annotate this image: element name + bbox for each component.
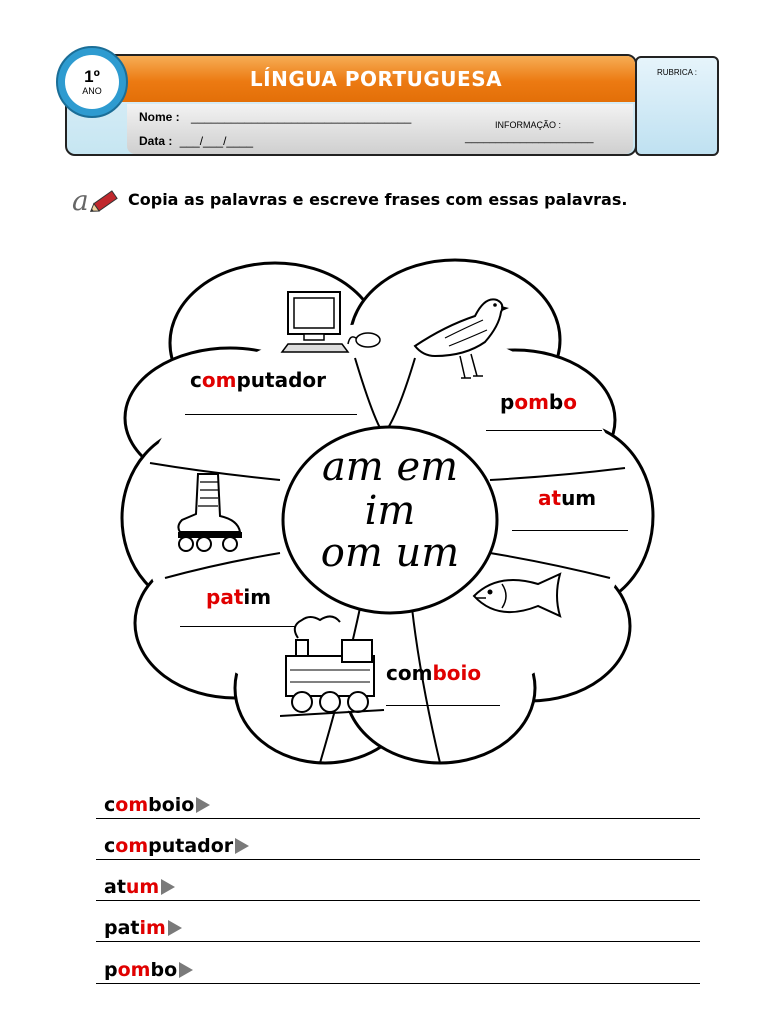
student-info-form <box>127 104 633 154</box>
list-word <box>104 876 175 898</box>
word-segment: putador <box>148 835 234 857</box>
word-segment: c <box>190 368 202 392</box>
arrow-right-icon <box>168 920 182 936</box>
grade-badge <box>56 46 128 118</box>
highlighted-syllable: um <box>125 876 160 898</box>
grade-number: 1º <box>84 67 100 86</box>
list-item[interactable] <box>96 833 700 860</box>
list-word <box>104 917 182 939</box>
name-field[interactable]: _________________________________ <box>191 110 412 124</box>
petal-word-pombo <box>500 390 577 414</box>
grade-badge-inner <box>65 55 119 109</box>
word-segment: im <box>243 585 272 609</box>
list-item[interactable] <box>96 957 700 984</box>
highlighted-syllable: boio <box>432 661 482 685</box>
highlighted-syllable: om <box>201 368 237 392</box>
arrow-right-icon <box>196 797 210 813</box>
petal-writing-line-computador[interactable] <box>185 414 357 415</box>
petal-writing-line-atum[interactable] <box>512 530 628 531</box>
highlighted-syllable: at <box>538 486 562 510</box>
subject-title: LÍNGUA PORTUGUESA <box>117 56 635 102</box>
word-segment: com <box>386 661 433 685</box>
info-field[interactable]: _____________________ <box>465 132 594 144</box>
highlighted-syllable: om <box>514 390 549 414</box>
list-item[interactable] <box>96 874 700 901</box>
word-segment: b <box>548 390 564 414</box>
list-item[interactable] <box>96 792 700 819</box>
petal-word-atum <box>538 486 596 510</box>
grade-label: ANO <box>82 86 102 96</box>
info-label: INFORMAÇÃO : <box>495 120 562 130</box>
name-row <box>139 110 411 124</box>
svg-text:a: a <box>72 184 89 214</box>
petal-writing-line-comboio[interactable] <box>386 705 500 706</box>
word-segment: c <box>104 835 116 857</box>
word-segment: bo <box>150 959 178 981</box>
highlighted-syllable: im <box>139 917 166 939</box>
date-row <box>139 134 253 148</box>
arrow-right-icon <box>235 838 249 854</box>
word-segment: c <box>104 794 116 816</box>
list-word <box>104 959 193 981</box>
word-segment: at <box>104 876 126 898</box>
highlighted-syllable: om <box>117 959 151 981</box>
highlighted-syllable: pat <box>206 585 244 609</box>
petal-word-computador <box>190 368 326 392</box>
petal-word-patim <box>206 585 271 609</box>
highlighted-syllable: om <box>115 794 149 816</box>
word-segment: um <box>561 486 597 510</box>
list-word <box>104 835 249 857</box>
roller-skate-icon <box>168 468 248 558</box>
petal-word-comboio <box>386 661 481 685</box>
name-label: Nome : <box>139 110 180 124</box>
date-label: Data : <box>139 134 173 148</box>
arrow-right-icon <box>161 879 175 895</box>
petal-writing-line-patim[interactable] <box>180 626 296 627</box>
pencil-icon <box>72 184 122 214</box>
center-syllables-3: om um <box>320 530 460 576</box>
word-segment: putador <box>236 368 326 392</box>
word-segment: boio <box>148 794 195 816</box>
rubric-label: RUBRICA : <box>657 68 698 77</box>
instruction-text: Copia as palavras e escreve frases com essas palavras. <box>128 189 628 209</box>
list-word <box>104 794 210 816</box>
worksheet-header <box>65 54 720 158</box>
computer-icon <box>278 288 388 368</box>
word-segment: p <box>500 390 515 414</box>
instruction <box>72 184 627 214</box>
arrow-right-icon <box>179 962 193 978</box>
pigeon-icon <box>405 286 515 386</box>
center-syllables-2: im <box>364 488 416 534</box>
rubric-box <box>635 56 719 156</box>
word-flower <box>120 258 660 768</box>
date-field[interactable]: ___/___/____ <box>179 134 254 148</box>
word-segment: pat <box>104 917 140 939</box>
petal-writing-line-pombo[interactable] <box>486 430 602 431</box>
highlighted-syllable: om <box>115 835 149 857</box>
list-item[interactable] <box>96 915 700 942</box>
center-syllables-1: am em <box>321 444 459 490</box>
highlighted-syllable: o <box>563 390 577 414</box>
word-segment: p <box>104 959 118 981</box>
